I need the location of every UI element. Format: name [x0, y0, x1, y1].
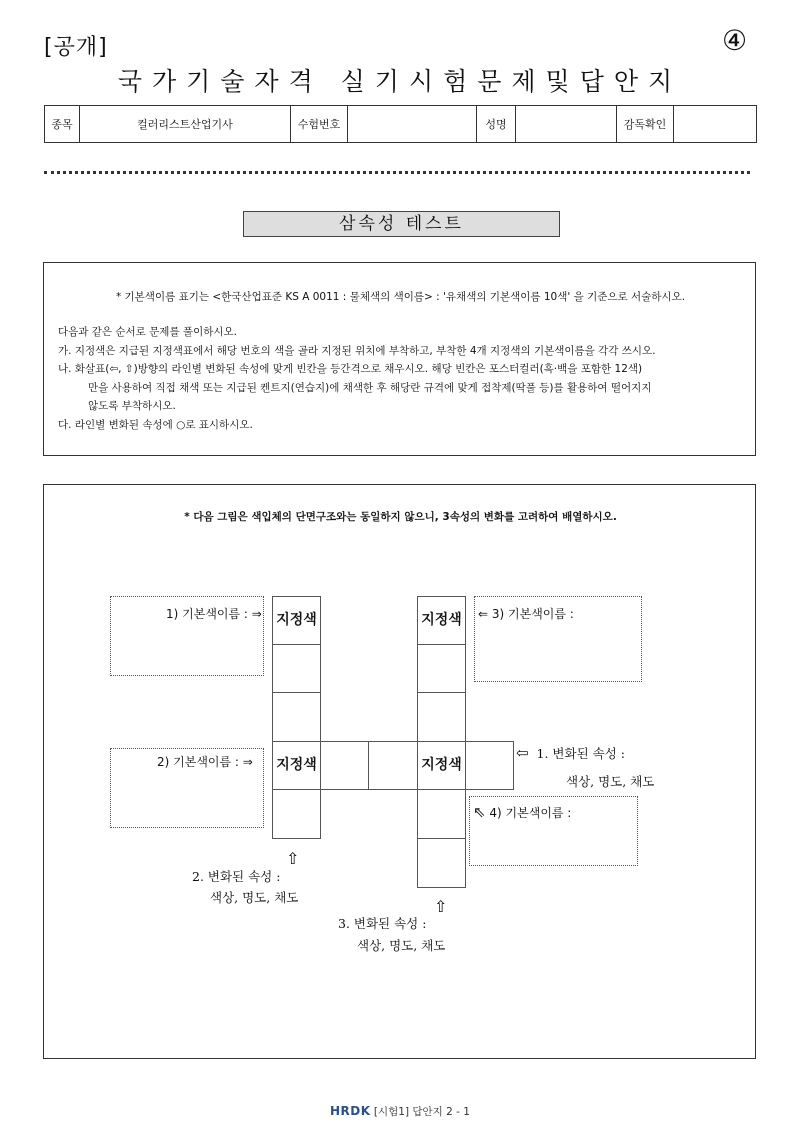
- hrdk-logo: HRDK: [330, 1104, 371, 1118]
- instruction-na-cont: 만을 사용하여 직접 채색 또는 지급된 켄트지(연습지)에 채색한 후 해당란 규격에 맞게 접착제(딱풀 등)를 활용하여 떨어지지: [88, 381, 652, 394]
- footer-text: [시험1] 답안지 2 - 1: [373, 1106, 470, 1118]
- arrow-right-icon: ⇒: [242, 755, 253, 769]
- subject-label: 종목: [45, 106, 80, 143]
- instructions-list: [58, 323, 748, 434]
- supervisor-label: 감독확인: [617, 106, 674, 143]
- changed-attribute-2: 2. 변화된 속성 :: [192, 869, 281, 884]
- color-cell[interactable]: [320, 741, 369, 790]
- name-label: 성명: [477, 106, 516, 143]
- color-cell[interactable]: [417, 838, 466, 888]
- page-title: 국가기술자격 실기시험문제및답안지: [117, 67, 683, 96]
- diagram-note: * 다음 그림은 색입체의 단면구조와는 동일하지 않으니, 3속성의 변화를 고려하여 배열하시오.: [184, 511, 617, 523]
- attribute-options-3[interactable]: 색상, 명도, 채도: [357, 938, 446, 953]
- arrow-up-outline-icon: ⇧: [286, 849, 300, 868]
- supervisor-field[interactable]: [674, 106, 757, 143]
- arrow-left-outline-icon: ⇦: [516, 744, 529, 762]
- color-cell[interactable]: [417, 789, 466, 839]
- arrow-left-icon: ⇐: [478, 607, 489, 621]
- diagonal-arrow-icon: ⇖: [473, 803, 486, 821]
- changed-attribute-1: ⇦ 1. 변화된 속성 :: [516, 744, 625, 762]
- designated-color-cell-3[interactable]: 지정색: [417, 596, 466, 645]
- color-cell[interactable]: [272, 789, 321, 839]
- name-field[interactable]: [516, 106, 617, 143]
- color-cell[interactable]: [272, 692, 321, 742]
- instructions-intro: 다음과 같은 순서로 문제를 풀이하시오.: [58, 326, 237, 338]
- changed-attribute-3: 3. 변화된 속성 :: [338, 916, 427, 931]
- attribute-options-2[interactable]: 색상, 명도, 채도: [210, 890, 299, 905]
- subject-value: 컬러리스트산업기사: [80, 106, 291, 143]
- instructions-box: [43, 262, 756, 456]
- basic-color-label-1: 1) 기본색이름 : ⇒: [166, 607, 262, 621]
- color-cell[interactable]: [368, 741, 418, 790]
- exam-no-field[interactable]: [348, 106, 477, 143]
- instructions-note: * 기본색이름 표기는 <한국산업표준 KS A 0011 : 물체색의 색이름> : '유채색의 기본색이름 10색' 을 기준으로 서술하시오.: [115, 291, 686, 303]
- public-tag: [공개]: [44, 35, 108, 60]
- instruction-da: 다. 라인별 변화된 속성에 ○로 표시하시오.: [58, 418, 253, 431]
- arrow-right-icon: ⇒: [251, 607, 262, 621]
- basic-color-label-4: ⇖ 4) 기본색이름 :: [473, 803, 572, 821]
- basic-color-label-3: ⇐ 3) 기본색이름 :: [478, 607, 574, 621]
- info-table: [44, 105, 757, 143]
- color-cell[interactable]: [465, 741, 514, 790]
- attribute-options-1[interactable]: 색상, 명도, 채도: [566, 774, 655, 789]
- footer: [0, 1104, 800, 1119]
- page-number: ④: [722, 24, 748, 57]
- basic-color-label-2: 2) 기본색이름 : ⇒: [157, 755, 253, 769]
- designated-color-cell-1[interactable]: 지정색: [272, 596, 321, 645]
- instruction-na-cont: 않도록 부착하시오.: [88, 400, 176, 412]
- color-cell[interactable]: [417, 692, 466, 742]
- section-title: 삼속성 테스트: [243, 211, 560, 237]
- arrow-up-outline-icon: ⇧: [434, 897, 448, 916]
- dotted-divider: [44, 171, 750, 174]
- designated-color-cell-4[interactable]: 지정색: [417, 741, 466, 790]
- color-cell[interactable]: [417, 644, 466, 693]
- exam-no-label: 수험번호: [291, 106, 348, 143]
- instruction-ga: 가. 지정색은 지급된 지정색표에서 해당 번호의 색을 골라 지정된 위치에 부착하고, 부착한 4개 지정색의 기본색이름을 각각 쓰시오.: [58, 344, 656, 357]
- instruction-na: 나. 화살표(⇦, ⇧)방향의 라인별 변화된 속성에 맞게 빈칸을 등간격으로 채우시오. 해당 빈칸은 포스터컬러(흑·백을 포함한 12색): [58, 363, 643, 375]
- color-cell[interactable]: [272, 644, 321, 693]
- designated-color-cell-2[interactable]: 지정색: [272, 741, 321, 790]
